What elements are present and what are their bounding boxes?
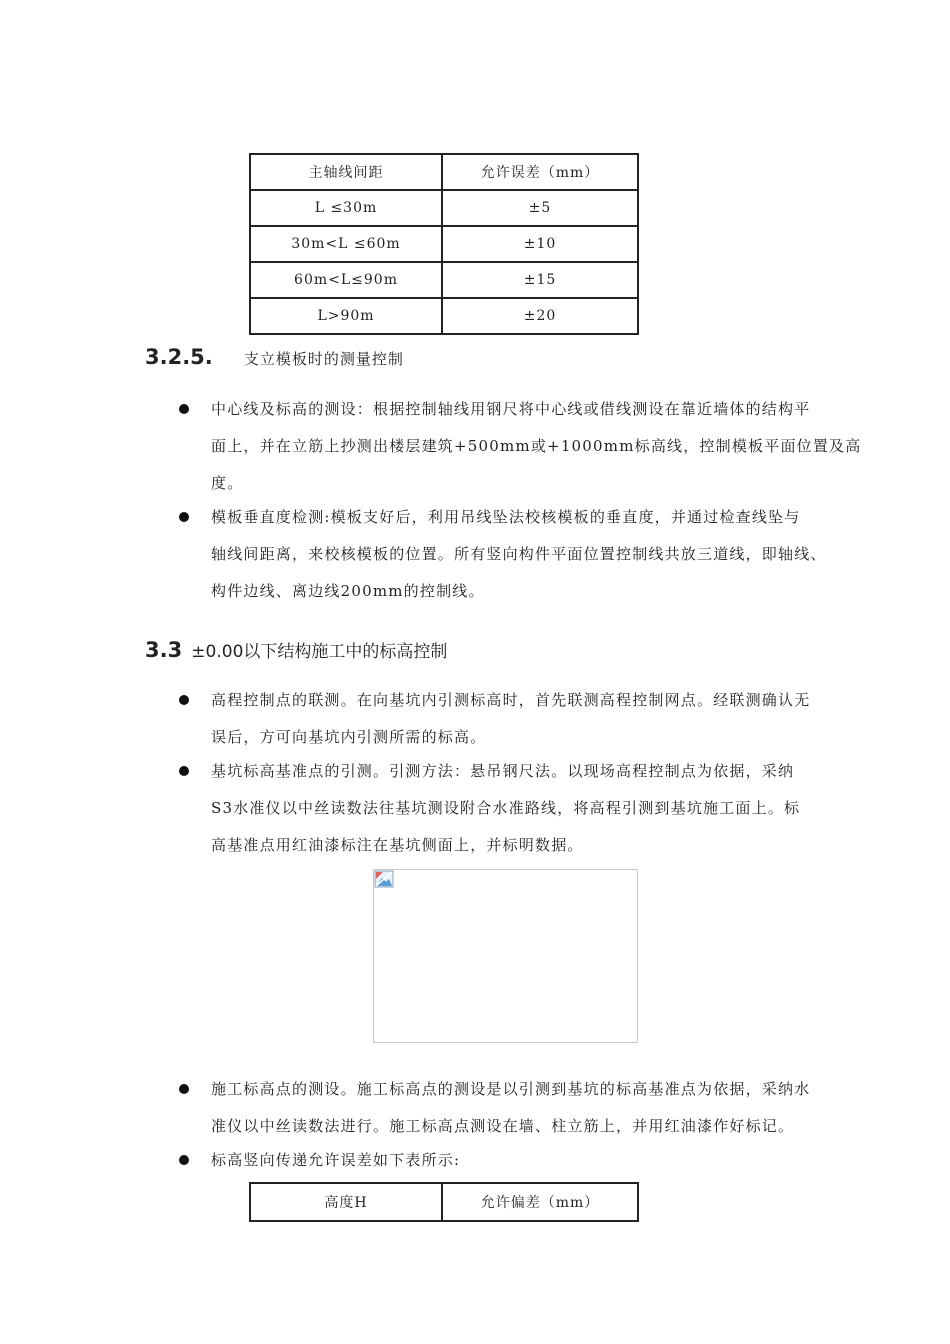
figure-image [373, 869, 638, 1043]
bullet-dot [179, 695, 189, 705]
section-heading-33 [145, 637, 447, 662]
table-row [250, 190, 638, 226]
table-header-row [250, 154, 638, 190]
list-item: 基坑标高基准点的引测。引测方法：悬吊钢尺法。以现场高程控制点为依据，采纳 S3水准仪以中丝读数法往基坑测设附合水准路线，将高程引测到基坑施工面上。标 高基准点用红油漆标注在基坑侧面上，并标明数据。 [211, 762, 801, 854]
bullet-dot [179, 404, 189, 414]
list-item: 标高竖向传递允许误差如下表所示: [211, 1151, 461, 1169]
list-item: 中心线及标高的测设：根据控制轴线用钢尺将中心线或借线测设在靠近墙体的结构平 面上，并在立筋上抄测出楼层建筑+500mm或+1000mm标高线，控制模板平面位置及高 度。 [211, 400, 862, 492]
list-item: 模板垂直度检测:模板支好后，利用吊线坠法校核模板的垂直度，并通过检查线坠与 轴线间距离，来校核模板的位置。所有竖向构件平面位置控制线共放三道线，即轴线、 构件边线、离边线200mm的控制线。 [211, 508, 827, 600]
table-cell: L ≤30m [250, 190, 442, 226]
table-row [250, 226, 638, 262]
table-cell: ±5 [442, 190, 638, 226]
table-header-cell: 允许偏差（mm） [442, 1183, 638, 1221]
section-number: 3.2.5. [145, 345, 213, 369]
table-header-cell: 高度H [250, 1183, 442, 1221]
section-title: ±0.00以下结构施工中的标高控制 [191, 642, 448, 662]
list-item: 高程控制点的联测。在向基坑内引测标高时，首先联测高程控制网点。经联测确认无 误后，方可向基坑内引测所需的标高。 [211, 691, 811, 746]
table-cell: ±20 [442, 298, 638, 334]
bullet-dot [179, 1084, 189, 1094]
height-tolerance-table [249, 1182, 639, 1222]
table-cell: ±15 [442, 262, 638, 298]
table-header-cell: 允许误差（mm） [442, 154, 638, 190]
list-item: 施工标高点的测设。施工标高点的测设是以引测到基坑的标高基准点为依据，采纳水 准仪以中丝读数法进行。施工标高点测设在墙、柱立筋上，并用红油漆作好标记。 [211, 1080, 811, 1135]
section-number: 3.3 [145, 638, 183, 662]
broken-image-icon [374, 870, 394, 888]
table-cell: 30m<L ≤60m [250, 226, 442, 262]
table-header-cell: 主轴线间距 [250, 154, 442, 190]
bullet-dot [179, 512, 189, 522]
table-cell: ±10 [442, 226, 638, 262]
table-cell: L>90m [250, 298, 442, 334]
axis-spacing-tolerance-table [249, 153, 639, 335]
table-row [250, 298, 638, 334]
bullet-dot [179, 766, 189, 776]
section-title: 支立模板时的测量控制 [243, 350, 404, 368]
table-cell: 60m<L≤90m [250, 262, 442, 298]
table-row [250, 262, 638, 298]
section-heading-325 [145, 345, 404, 369]
table-header-row [250, 1183, 638, 1221]
bullet-dot [179, 1155, 189, 1165]
